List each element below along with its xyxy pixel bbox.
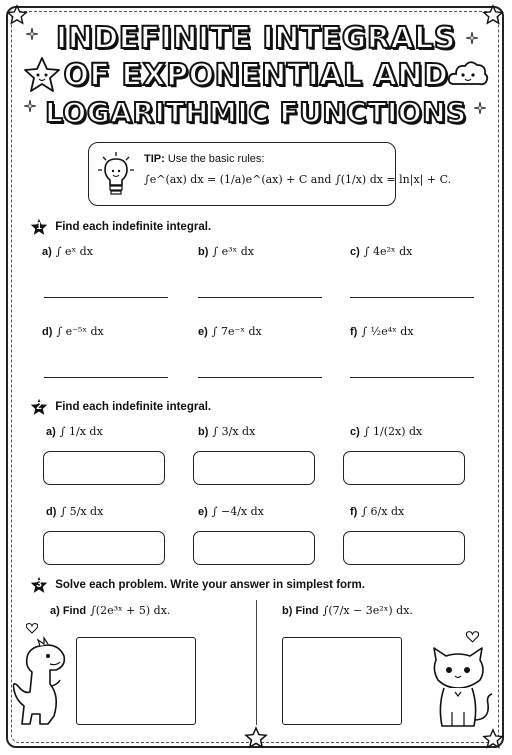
cat-icon (424, 646, 498, 730)
answer-line[interactable] (350, 297, 474, 298)
answer-line[interactable] (350, 377, 474, 378)
problem-3b: b) Find ∫(7/x − 3e²ˣ) dx. (282, 604, 413, 617)
title-line-1: INDEFINITE INTEGRALS (56, 21, 456, 56)
answer-box[interactable] (43, 531, 165, 565)
answer-line[interactable] (44, 377, 168, 378)
sparkle-icon (26, 28, 38, 40)
smiling-cloud-icon (446, 56, 490, 92)
problem-2a: a) ∫ 1/x dx (46, 425, 103, 438)
section-1-heading: 1 Find each indefinite integral. (30, 218, 211, 236)
tip-box (88, 142, 452, 206)
section-divider (256, 600, 257, 725)
section-2-heading: 2 Find each indefinite integral. (30, 398, 211, 416)
problem-1d: d) ∫ e⁻⁵ˣ dx (42, 325, 104, 338)
section-number-badge: 1 (30, 218, 48, 236)
problem-2c: c) ∫ 1/(2x) dx (350, 425, 423, 438)
sparkle-icon (474, 102, 486, 114)
tip-rule: ∫e^(ax) dx = (1/a)e^(ax) + C and ∫(1/x) dx = ln|x| + C. (144, 173, 452, 186)
problem-2e: e) ∫ −4/x dx (198, 505, 264, 518)
work-box[interactable] (76, 637, 196, 725)
corner-star-icon (6, 4, 28, 26)
lightbulb-icon (97, 151, 135, 197)
smiling-star-icon (22, 55, 62, 95)
problem-2d: d) ∫ 5/x dx (46, 505, 104, 518)
answer-box[interactable] (43, 451, 165, 485)
corner-star-icon (482, 728, 504, 750)
answer-box[interactable] (343, 451, 465, 485)
answer-box[interactable] (343, 531, 465, 565)
section-3-heading: 3 Solve each problem. Write your answer in simplest form. (30, 576, 365, 594)
answer-box[interactable] (193, 451, 315, 485)
sparkle-icon (466, 32, 478, 44)
answer-box[interactable] (193, 531, 315, 565)
problem-3a: a) Find ∫(2e³ˣ + 5) dx. (50, 604, 171, 617)
problem-1e: e) ∫ 7e⁻ˣ dx (198, 325, 262, 338)
sparkle-icon (24, 100, 36, 112)
dinosaur-icon (10, 636, 76, 732)
problem-1a: a) ∫ eˣ dx (42, 245, 93, 258)
problem-2b: b) ∫ 3/x dx (198, 425, 256, 438)
answer-line[interactable] (44, 297, 168, 298)
problem-1c: c) ∫ 4e²ˣ dx (350, 245, 413, 258)
title-line-2: OF EXPONENTIAL AND (63, 58, 449, 93)
work-box[interactable] (282, 637, 402, 725)
title-line-3: LOGARITHMIC FUNCTIONS (45, 96, 467, 129)
problem-2f: f) ∫ 6/x dx (350, 505, 405, 518)
problem-1f: f) ∫ ½e⁴ˣ dx (350, 325, 414, 338)
heart-icon (26, 622, 38, 634)
section-number-badge: 3 (30, 576, 48, 594)
answer-line[interactable] (198, 297, 322, 298)
corner-star-icon (244, 726, 268, 750)
heart-icon (466, 630, 479, 643)
corner-star-icon (482, 4, 504, 26)
problem-1b: b) ∫ e³ˣ dx (198, 245, 254, 258)
section-number-badge: 2 (30, 398, 48, 416)
tip-label: TIP: Use the basic rules: (144, 153, 265, 165)
answer-line[interactable] (198, 377, 322, 378)
